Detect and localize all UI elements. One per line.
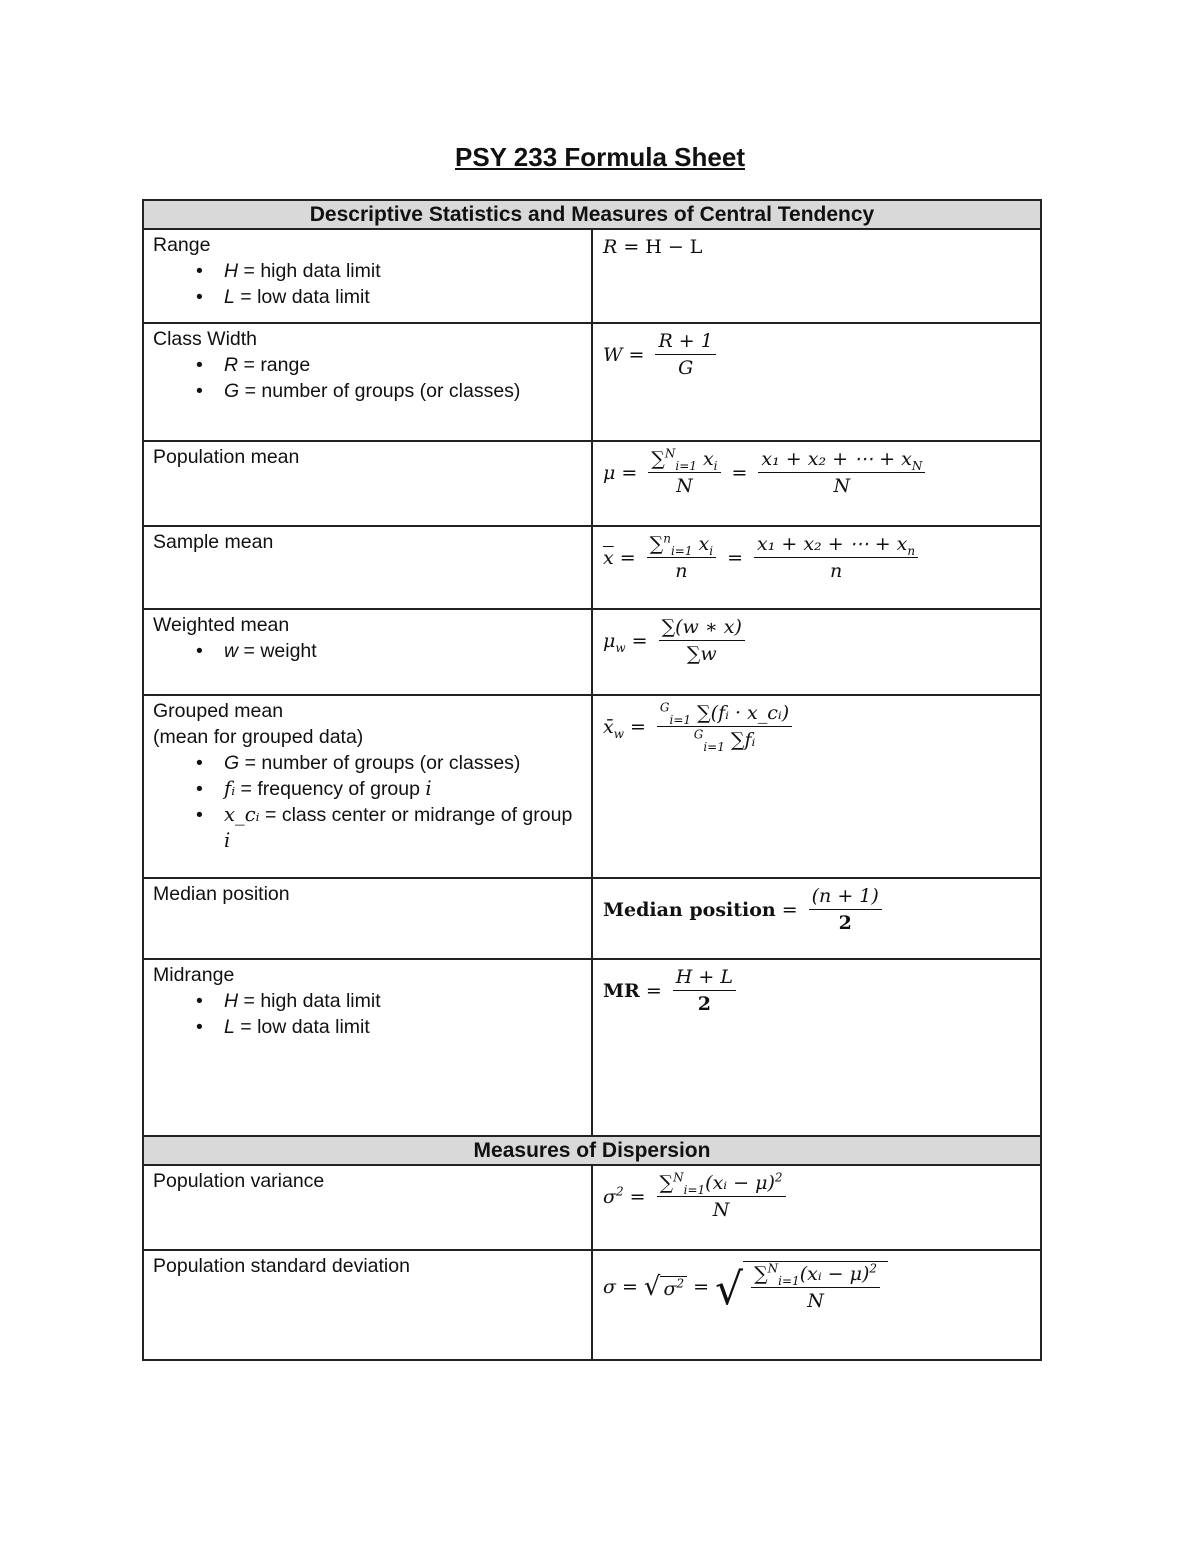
sample-mean-description [143,526,592,609]
list-item: • H = high data limit [196,988,583,1014]
row-midrange [143,959,1041,1136]
grouped-mean-label: Grouped mean [153,700,284,722]
population-sd-description [143,1250,592,1360]
row-sample-mean [143,526,1041,609]
sample-mean-label: Sample mean [153,531,274,553]
list-item: • x_cᵢ = class center or midrange of group i [196,802,583,854]
row-population-sd [143,1250,1041,1360]
row-population-mean [143,441,1041,526]
population-mean-formula: μ = $\frac{\sum^N_{i=1} x_i}{N}$ = $\frac{x_1 + x_2 + \cdots + x_N}{N}$ [592,441,1041,526]
median-position-label: Median position [153,883,290,905]
section-header-row [143,200,1041,229]
list-item: • L = low data limit [196,1014,583,1040]
range-formula: R = H − L [592,229,1041,323]
list-item: • w = weight [196,638,583,664]
class-width-formula: W = $\frac{R + 1}{G}$ [592,323,1041,441]
list-item: • fᵢ = frequency of group i [196,776,583,802]
grouped-mean-description [143,695,592,878]
range-label: Range [153,234,211,256]
population-mean-description [143,441,592,526]
population-sd-label: Population standard deviation [153,1255,410,1277]
population-mean-label: Population mean [153,446,300,468]
row-population-variance [143,1165,1041,1250]
section-header-dispersion: Measures of Dispersion [143,1136,1041,1165]
population-variance-formula: $\sigma^2$ = $\frac{\sum^N_{i=1}(xᵢ - \mu)^2}{N}$ [592,1165,1041,1250]
list-item: • G = number of groups (or classes) [196,378,583,404]
section-header-central-tendency: Descriptive Statistics and Measures of Central Tendency [143,200,1041,229]
formula-table [142,199,1042,1361]
midrange-formula: MR = $\frac{H + L}{2}$ [592,959,1041,1136]
row-range [143,229,1041,323]
weighted-mean-label: Weighted mean [153,614,290,636]
row-weighted-mean [143,609,1041,695]
page-title: PSY 233 Formula Sheet [455,142,745,172]
section-header-row [143,1136,1041,1165]
range-description [143,229,592,323]
grouped-mean-sublabel: (mean for grouped data) [153,726,364,748]
median-position-formula: Median position = $\frac{(n + 1)}{2}$ [592,878,1041,959]
class-width-label: Class Width [153,328,258,350]
population-sd-formula: σ = √ $\sigma^2$ = √ $\frac{\sum^N_{i=1}(xᵢ - \mu)^2}{N}$ [592,1250,1041,1360]
weighted-mean-description [143,609,592,695]
list-item: • G = number of groups (or classes) [196,750,583,776]
median-position-description [143,878,592,959]
midrange-description [143,959,592,1136]
row-class-width [143,323,1041,441]
list-item: • R = range [196,352,583,378]
midrange-label: Midrange [153,964,235,986]
weighted-mean-formula: $\mu_w$ = $\frac{\sum(w ∗ x)}{\sum w}$ [592,609,1041,695]
population-variance-label: Population variance [153,1170,325,1192]
list-item: • L = low data limit [196,284,583,310]
row-median-position [143,878,1041,959]
population-variance-description [143,1165,592,1250]
class-width-description [143,323,592,441]
list-item: • H = high data limit [196,258,583,284]
row-grouped-mean [143,695,1041,878]
grouped-mean-formula: $x̄_w$ = $\frac{^G_{i=1} \sum(fᵢ \cdot x\_cᵢ)}{^G_{i=1} \sum fᵢ}$ [592,695,1041,878]
sample-mean-formula: $\overline{x}$ = $\frac{\sum^n_{i=1} x_i}{n}$ = $\frac{x_1 + x_2 + \cdots + x_n}{n}$ [592,526,1041,609]
